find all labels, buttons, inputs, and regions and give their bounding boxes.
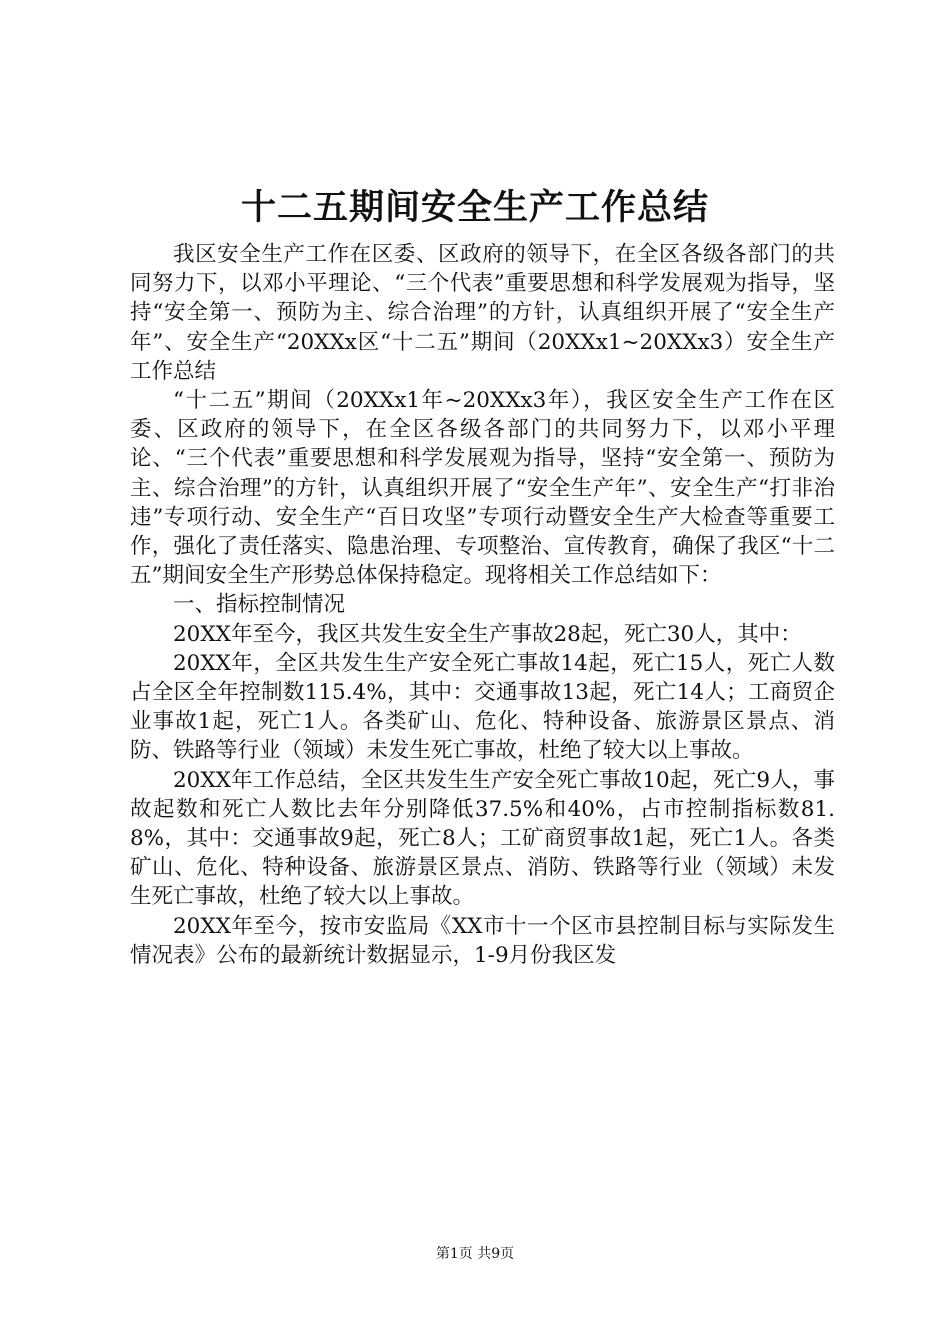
document-body bbox=[130, 240, 835, 970]
paragraph-current-year: 20XX年至今，按市安监局《XX市十一个区市县控制目标与实际发生情况表》公布的最新统计数据显示，1-9月份我区发 bbox=[130, 913, 835, 968]
document-title: 十二五期间安全生产工作总结 bbox=[240, 187, 709, 228]
paragraph-accident-total: 20XX年至今，我区共发生安全生产事故28起，死亡30人，其中： bbox=[173, 621, 802, 647]
paragraph-year-one: 20XX年，全区共发生生产安全死亡事故14起，死亡15人，死亡人数占全区全年控制数115.4%，其中：交通事故13起，死亡14人；工商贸企业事故1起，死亡1人。各类矿山、危化、特种设备、旅游景区景点、消防、铁路等行业（领域）未发生死亡事故，杜绝了较大以上事故。 bbox=[130, 650, 835, 764]
paragraph-intro: 我区安全生产工作在区委、区政府的领导下，在全区各级各部门的共同努力下，以邓小平理论、“三个代表”重要思想和科学发展观为指导，坚持“安全第一、预防为主、综合治理”的方针，认真组织开展了“安全生产年”、安全生产“20XXx区“十二五”期间（20XXx1~20XXx3）安全生产工作总结 bbox=[130, 242, 835, 384]
paragraph-year-two: 20XX年工作总结，全区共发生生产安全死亡事故10起，死亡9人，事故起数和死亡人数比去年分别降低37.5%和40%，占市控制指标数81.8%，其中：交通事故9起，死亡8人；工矿商贸事故1起，死亡1人。各类矿山、危化、特种设备、旅游景区景点、消防、铁路等行业（领域）未发生死亡事故，杜绝了较大以上事故。 bbox=[130, 767, 835, 910]
paragraph-overview: “十二五”期间（20XXx1年~20XXx3年），我区安全生产工作在区委、区政府的领导下，在全区各级各部门的共同努力下，以邓小平理论、“三个代表”重要思想和科学发展观为指导，坚持“安全第一、预防为主、综合治理”的方针，认真组织开展了“安全生产年”、安全生产“打非治违”专项行动、安全生产“百日攻坚”专项行动暨安全生产大检查等重要工作，强化了责任落实、隐患治理、专项整治、宣传教育，确保了我区“十二五”期间安全生产形势总体保持稳定。现将相关工作总结如下： bbox=[130, 388, 835, 589]
section-heading-indicators: 一、指标控制情况 bbox=[173, 592, 346, 618]
page-footer: 第1页 共9页 bbox=[435, 1246, 515, 1262]
